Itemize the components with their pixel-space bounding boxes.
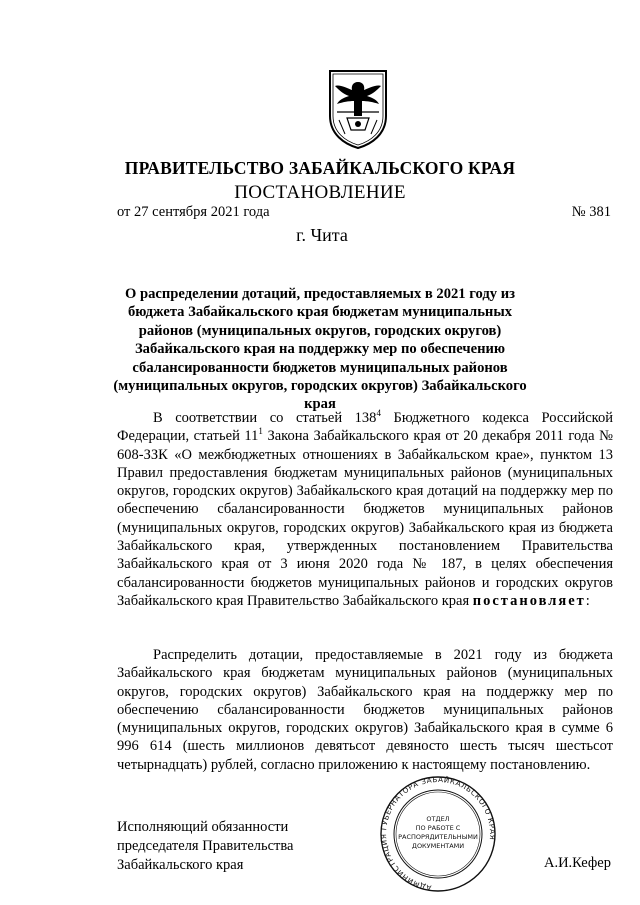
stamp-line-3: РАСПОРЯДИТЕЛЬНЫМИ — [398, 833, 478, 841]
p1-sup-1: 4 — [376, 408, 381, 418]
signatory-line-2: председателя Правительства — [117, 838, 294, 854]
document-date: от 27 сентября 2021 года — [117, 204, 270, 220]
body-paragraph-2: Распределить дотации, предоставляемые в 2021 году из бюджета Забайкальского края бюджетам муниципальных районов (муниципальных округов, городских округов) Забайкальского края на поддержку мер по обеспечению сбалансированности бюджетов муниципальных районов (муниципальных округов, городских округов) Забайкальского края в сумме 6 996 614 (шесть миллионов девятьсот девяносто шесть тысяч шестьсот четырнадцать) рублей, согласно приложению к настоящему постановлению. — [117, 647, 613, 773]
body-paragraph-1 — [117, 409, 613, 610]
stamp-ring-text: АДМИНИСТРАЦИЯ ГУБЕРНАТОРА ЗАБАЙКАЛЬСКОГО КРАЯ — [378, 775, 498, 893]
signatory-line-3: Забайкальского края — [117, 857, 244, 873]
p1-text-1: В соответствии со статьей 138 — [153, 410, 377, 426]
document-number: № 381 — [571, 204, 611, 220]
p1-emphasis: постановляет — [472, 592, 586, 609]
stamp-line-1: ОТДЕЛ — [426, 815, 450, 823]
stamp-line-4: ДОКУМЕНТАМИ — [411, 842, 465, 850]
signatory-name: А.И.Кефер — [543, 855, 611, 871]
organization-title: ПРАВИТЕЛЬСТВО ЗАБАЙКАЛЬСКОГО КРАЯ — [124, 158, 516, 178]
city: г. Чита — [296, 225, 348, 245]
p1-text-2: Бюджетного кодекса Российской Федерации, статьей 11 — [117, 410, 614, 445]
stamp-line-2: ПО РАБОТЕ С — [415, 824, 461, 832]
official-stamp-icon — [368, 775, 508, 893]
signatory-block — [117, 818, 293, 875]
coat-of-arms-icon — [327, 68, 389, 150]
p1-tail: : — [585, 592, 590, 609]
document-type: ПОСТАНОВЛЕНИЕ — [234, 182, 406, 203]
signatory-line-1: Исполняющий обязанности — [117, 819, 289, 835]
p1-text-3: Закона Забайкальского края от 20 декабря 2011 года № 608-ЗЗК «О межбюджетных отношениях в Забайкальском крае», пунктом 13 Правил предоставления бюджетам муниципальных районов (муниципальных округов, городских округов) Забайкальского края дотаций на поддержку мер по обеспечению сбалансированности бюджетов муниципальных районов (муниципальных округов, городских округов) Забайкальского края из бюджета Забайкальского края, утвержденных постановлением Правительства Забайкальского края от 3 июня 2020 года № 187, в целях обеспечения сбалансированности бюджетов муниципальных районов и городских округов Забайкальского края Правительство Забайкальского края — [117, 428, 613, 609]
p1-sup-2: 1 — [258, 426, 263, 437]
document-subject-title: О распределении дотаций, предоставляемых в 2021 году из бюджета Забайкальского края бюджетам муниципальных районов (муниципальных округов, городских округов) Забайкальского края на поддержку мер по обеспечению сбалансированности бюджетов муниципальных районов (муниципальных округов, городских округов) Забайкальского края — [113, 286, 527, 413]
